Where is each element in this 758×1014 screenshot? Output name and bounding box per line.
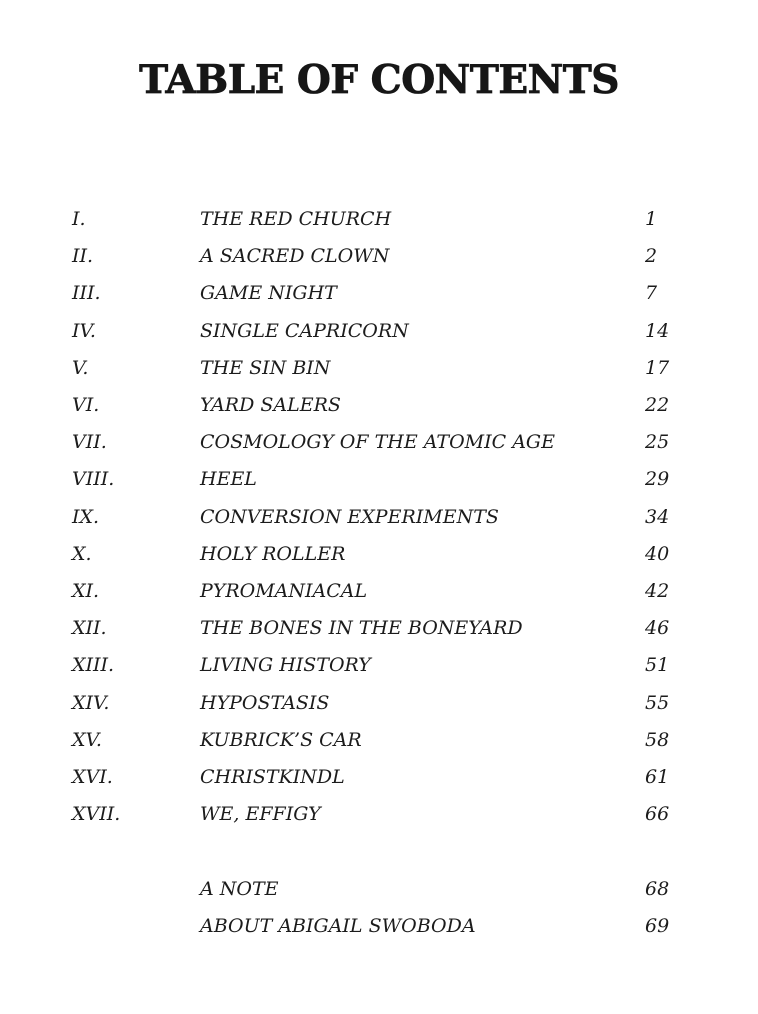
chapter-title: THE BONES IN THE BONEYARD: [200, 617, 523, 640]
toc-entry: [0, 762, 758, 792]
toc-back-matter-entry: [0, 911, 758, 941]
chapter-numeral: V.: [72, 356, 89, 379]
chapter-title: SINGLE CAPRICORN: [200, 319, 409, 342]
page-number: 25: [645, 431, 670, 454]
page-number: 34: [645, 505, 670, 528]
chapter-title: HYPOSTASIS: [200, 691, 330, 714]
toc-entry: [0, 241, 758, 271]
chapter-numeral: XIII.: [72, 654, 115, 677]
page-number: 42: [645, 580, 670, 602]
toc-entry: [0, 576, 758, 606]
page-number: 68: [645, 878, 670, 900]
toc-entry: [0, 278, 758, 308]
back-matter-title: A NOTE: [200, 878, 279, 900]
toc-entry: [0, 464, 758, 494]
toc-entry: [0, 539, 758, 569]
chapter-title: HOLY ROLLER: [200, 542, 346, 565]
page-number: 7: [645, 282, 658, 305]
toc-entry: [0, 204, 758, 234]
chapter-numeral: X.: [72, 542, 92, 565]
chapter-numeral: VII.: [72, 431, 107, 454]
chapter-numeral: II.: [72, 245, 94, 268]
chapter-title: LIVING HISTORY: [200, 654, 371, 677]
chapter-numeral: XII.: [72, 617, 107, 640]
page-number: 14: [645, 319, 670, 342]
chapter-numeral: IV.: [72, 319, 96, 342]
toc-entry: [0, 650, 758, 680]
page-number: 51: [645, 654, 670, 677]
page-number: 40: [645, 542, 670, 565]
chapter-title: CHRISTKINDL: [200, 766, 345, 788]
chapter-numeral: XV.: [72, 728, 102, 751]
page-number: 17: [645, 356, 670, 379]
toc-entry: [0, 613, 758, 643]
chapter-numeral: I.: [72, 208, 86, 230]
toc-entry: [0, 390, 758, 420]
chapter-numeral: VI.: [72, 394, 100, 416]
chapter-title: THE SIN BIN: [200, 356, 331, 379]
chapter-numeral: XVII.: [72, 803, 121, 826]
page-number: 46: [645, 617, 670, 640]
chapter-title: THE RED CHURCH: [200, 208, 392, 230]
chapter-numeral: XVI.: [72, 766, 113, 788]
chapter-title: HEEL: [200, 468, 257, 491]
chapter-title: PYROMANIACAL: [200, 580, 368, 602]
chapter-title: WE, EFFIGY: [200, 803, 321, 826]
page-number: 69: [645, 915, 670, 938]
chapter-title: GAME NIGHT: [200, 282, 337, 305]
toc-entry: [0, 502, 758, 532]
chapter-numeral: XIV.: [72, 691, 110, 714]
page-number: 58: [645, 728, 670, 751]
toc-entry: [0, 725, 758, 755]
chapter-numeral: III.: [72, 282, 101, 305]
chapter-numeral: XI.: [72, 580, 100, 602]
page-number: 1: [645, 208, 658, 230]
toc-entry: [0, 427, 758, 457]
chapter-title: CONVERSION EXPERIMENTS: [200, 505, 499, 528]
chapter-numeral: IX.: [72, 505, 100, 528]
toc-entry: [0, 316, 758, 346]
back-matter-title: ABOUT ABIGAIL SWOBODA: [200, 915, 476, 938]
page-number: 66: [645, 803, 670, 826]
toc-entry: [0, 688, 758, 718]
page-number: 29: [645, 468, 670, 491]
chapter-title: YARD SALERS: [200, 394, 341, 416]
page-number: 22: [645, 394, 670, 416]
chapter-title: A SACRED CLOWN: [200, 245, 390, 268]
toc-entry: [0, 353, 758, 383]
page-title: TABLE OF CONTENTS: [139, 57, 619, 103]
toc-entry: [0, 799, 758, 829]
chapter-title: KUBRICK’S CAR: [200, 728, 362, 751]
page-number: 61: [645, 766, 670, 788]
toc-back-matter-entry: [0, 874, 758, 904]
chapter-title: COSMOLOGY OF THE ATOMIC AGE: [200, 431, 555, 454]
page-number: 55: [645, 691, 670, 714]
chapter-numeral: VIII.: [72, 468, 115, 491]
page-number: 2: [645, 245, 658, 268]
